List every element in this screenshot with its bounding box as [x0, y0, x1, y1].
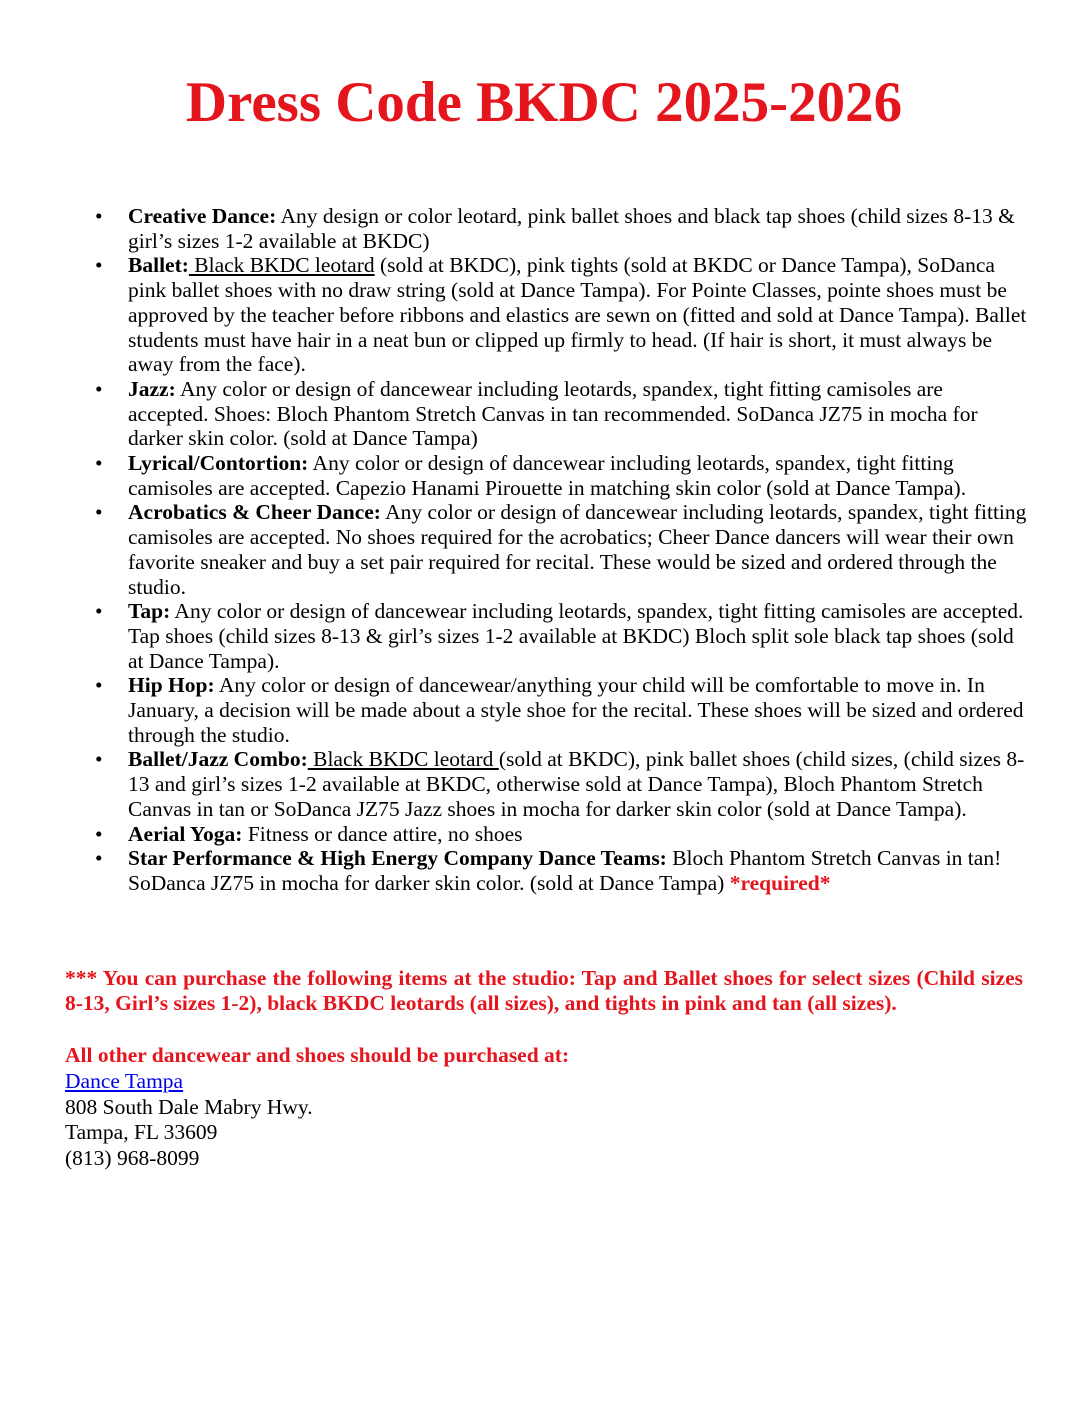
bullet-icon: •	[95, 846, 103, 871]
item-label: Ballet:	[128, 253, 189, 278]
item-label: Star Performance & High Energy Company Dance Teams:	[128, 846, 667, 871]
bullet-icon: •	[95, 821, 103, 846]
dance-tampa-link[interactable]: Dance Tampa	[65, 1068, 184, 1093]
item-text: Bloch Phantom Stretch Canvas in tan! SoDanca JZ75 in mocha for darker skin color. (sold at Dance Tampa)	[128, 846, 1002, 895]
item-label: Ballet/Jazz Combo:	[128, 747, 308, 772]
bullet-icon: •	[95, 599, 103, 624]
item-label: Creative Dance:	[128, 204, 277, 228]
address-city: Tampa, FL 33609	[65, 1120, 218, 1145]
item-label: Tap:	[128, 599, 171, 624]
item-label: Hip Hop:	[128, 673, 215, 698]
item-text: Any color or design of dancewear including leotards, spandex, tight fitting camisoles are accepted. No shoes required for the acrobatics; Cheer Dance dancers will wear their own favorite sneaker and buy a set pair required for recital. These would be sized and ordered through the studio.	[128, 500, 1027, 599]
item-text: (sold at BKDC), pink ballet shoes (child sizes, (child sizes 8-13 and girl’s sizes 1-2 available at BKDC, otherwise sold at Dance Tampa), Bloch Phantom Stretch Canvas in tan or SoDanca JZ75 Jazz shoes in mocha for darker skin color (sold at Dance Tampa).	[128, 747, 1025, 821]
list-item-lyrical-contortion	[95, 451, 1028, 500]
item-text: Any color or design of dancewear including leotards, spandex, tight fitting camisoles are accepted. Capezio Hanami Pirouette in matching skin color (sold at Dance Tampa).	[128, 451, 967, 500]
item-text: Fitness or dance attire, no shoes	[242, 821, 523, 846]
bullet-icon: •	[95, 204, 103, 228]
purchase-info-section	[65, 1043, 1023, 1172]
item-text: Any color or design of dancewear including leotards, spandex, tight fitting camisoles are accepted. Tap shoes (child sizes 8-13 & girl’s sizes 1-2 available at BKDC) Bloch split sole black tap shoes (sold at Dance Tampa).	[128, 599, 1024, 673]
list-item-hip-hop	[95, 673, 1028, 747]
bullet-icon: •	[95, 500, 103, 525]
list-item-ballet-jazz-combo	[95, 747, 1028, 821]
bullet-icon: •	[95, 451, 103, 476]
purchase-at-heading: All other dancewear and shoes should be purchased at:	[65, 1043, 570, 1067]
item-text: (sold at BKDC), pink tights (sold at BKDC or Dance Tampa), SoDanca pink ballet shoes with no draw string (sold at Dance Tampa). For Pointe Classes, pointe shoes must be approved by the teacher before ribbons and elastics are sewn on (fitted and sold at Dance Tampa). Ballet students must have hair in a neat bun or clipped up firmly to head. (If hair is short, it must always be away from the face).	[128, 253, 1027, 377]
list-item-ballet	[95, 253, 1028, 377]
studio-purchase-note: *** You can purchase the following items at the studio: Tap and Ballet shoes for select sizes (Child sizes 8-13, Girl’s sizes 1-2), black BKDC leotards (all sizes), and tights in pink and tan (all sizes).	[65, 966, 1023, 1015]
dance-tampa-link-row	[65, 1069, 1023, 1095]
dress-code-list	[95, 204, 1028, 896]
list-item-tap	[95, 599, 1028, 673]
item-underlined: Black BKDC leotard	[307, 747, 499, 772]
list-item-creative-dance	[95, 204, 1028, 253]
list-item-jazz	[95, 376, 1028, 451]
item-label: Aerial Yoga:	[128, 821, 243, 846]
page-title: Dress Code BKDC 2025-2026	[185, 71, 903, 134]
list-item-acrobatics-cheer-dance	[95, 500, 1028, 599]
item-text: Any color or design of dancewear including leotards, spandex, tight fitting camisoles are accepted. Shoes: Bloch Phantom Stretch Canvas in tan recommended. SoDanca JZ75 in mocha for darker skin color. (sold at Dance Tampa)	[128, 376, 978, 451]
item-label: Acrobatics & Cheer Dance:	[128, 500, 381, 525]
bullet-icon: •	[95, 376, 103, 401]
item-label: Lyrical/Contortion:	[128, 451, 309, 476]
list-item-aerial-yoga	[95, 821, 1028, 847]
item-text: Any design or color leotard, pink ballet shoes and black tap shoes (child sizes 8-13 & girl’s sizes 1-2 available at BKDC)	[128, 204, 1015, 253]
list-item-dance-teams	[95, 846, 1028, 895]
bullet-icon: •	[95, 673, 103, 698]
bullet-icon: •	[95, 253, 103, 278]
item-underlined: Black BKDC leotard	[188, 253, 375, 278]
phone-number: (813) 968-8099	[65, 1146, 200, 1171]
item-label: Jazz:	[128, 376, 176, 401]
item-text: Any color or design of dancewear/anything your child will be comfortable to move in. In January, a decision will be made about a style shoe for the recital. These shoes will be sized and ordered through the studio.	[128, 673, 1024, 747]
bullet-icon: •	[95, 747, 103, 772]
address-street: 808 South Dale Mabry Hwy.	[65, 1094, 313, 1119]
item-required-note: *required*	[729, 870, 831, 895]
